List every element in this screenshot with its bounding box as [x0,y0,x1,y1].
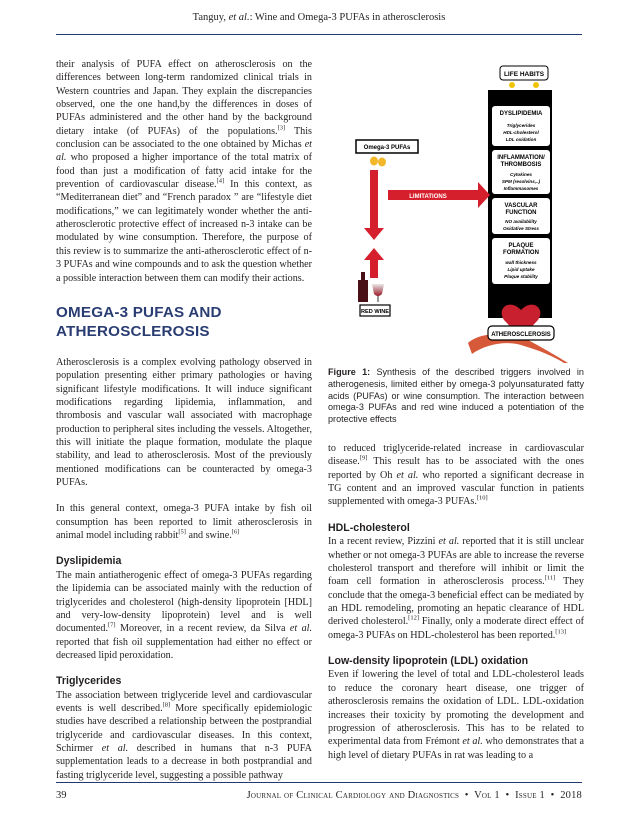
wine-arrow [370,258,378,278]
wine-glass-icon [372,284,384,296]
inflammation-item: SPM (resolvins,..) [501,179,541,184]
subheading-ldl: Low-density lipoprotein (LDL) oxidation [328,654,529,667]
inflammation-item: Cytokines [510,172,532,177]
caption-text: Synthesis of the described triggers involved in atherogenesis, limited either by omega-3 polyunsaturated fatty acids (PUFAs) or wine consumption. The interaction between omega-3 PUFAs and red wine induced a potentiation of the protective effects [328,367,584,425]
dyslipidemia-item: LDL oxidation [505,137,537,142]
citation: [12] [408,614,420,622]
wine-glass-stem [377,296,379,302]
citation: [5] [178,528,186,536]
citation: [4] [216,177,225,185]
journal-volume: Vol 1 [474,790,500,801]
citation: [6] [231,528,240,536]
running-head-authors: Tanguy, [192,12,229,23]
figure-caption [328,367,584,426]
section-heading: OMEGA-3 PUFAS AND ATHEROSCLEROSIS [56,303,222,340]
citation: [10] [476,495,488,502]
figure-diagram [328,58,584,363]
capsule-icon [378,158,386,167]
continuation-paragraph: to reduced triglyceride-related increase in cardiovascular disease.[9] This result has to be associated with the ones reported by Oh et al. who reported a significant decrease in TG content and an improved vascular function in patients supplemented with omega-3 PUFAs.[10] [328,443,585,508]
omega3-label: Omega-3 PUFAs [363,145,411,151]
omega3-arrow-head [364,228,384,240]
citation: [13] [555,628,567,636]
inflammation-item: Inflammasomes [503,186,539,191]
citation: [11] [544,574,556,582]
plaque-item: Lipid uptake [507,267,535,272]
dyslipidemia-title: DYSLIPIDEMIA [499,111,543,117]
triglycerides-paragraph: The association between triglyceride level and cardiovascular events is well described.[8] More specifically epidemiologic studies have described a relationship between the postprandial triglyceride and cardiovascular diseases. In this context, Schirmer et al. described in humans that n-3 PUFA supplementation leads to a decrease in both postprandial and fasting triglyceride level, suggesting a possible pathway [56,689,312,781]
right-column [328,442,584,762]
header-rule [56,34,582,35]
citation: [8] [162,701,171,709]
journal-name: Journal of Clinical Cardiology and Diagnostics [246,790,460,801]
omega3-arrow [370,170,378,230]
vascular-item: NO availability [505,219,537,224]
running-head-title: : Wine and Omega-3 PUFAs in atherosclerosis [249,12,446,23]
plaque-title: FORMATION [503,250,539,256]
food-icon [509,82,515,88]
dyslipidemia-item: Triglycerides [506,123,536,128]
inflammation-title: THROMBOSIS [500,162,542,168]
plaque-item: wall thickness [505,260,537,265]
food-icon [533,82,539,88]
plaque-item: Plaque stability [504,274,538,279]
citation: [3] [277,124,286,132]
footer-rule [56,782,582,783]
running-head-et-al: et al. [228,12,250,23]
intro-paragraph: their analysis of PUFA effect on atherosclerosis on the differences between long-term randomized clinical trials in Western countries and Japan. They explain the discrepancies observed, one the one hand,by the differences in doses of PUFAs administered and the other hand by the background dietary intake (of PUFAs) of the populations.[3] This conclusion can be associated to the one obtained by Michas et al. who proposed a higher importance of the total matrix of food than just a modification of fatty acid intake for the prevention of cardiovascular disease.[4] In this context, as “Mediterranean diet” and “French paradox ” are “lifestyle diet modifications,” we can legitimately wonder whether the anti-atherosclerotic protective effect of increased n-3 intake can be modulated by wine consumption. Therefore, the purpose of this review is to summarize the anti-atherosclerotic effect of n-3 PUFAs and wine compounds and to ask the question whether a possible interaction between them can modify their actions. [56,59,312,284]
vascular-item: Oxidative Stress [502,226,540,231]
journal-issue: Issue 1 [515,790,545,801]
capsule-icon [370,157,378,166]
red-wine-label: RED WINE [361,309,389,315]
subheading-dyslipidemia: Dyslipidemia [56,555,122,568]
ldl-paragraph: Even if lowering the level of total and LDL-cholesterol leads to reduce the coronary heart disease, one trigger of atherosclerosis remains the oxidation of LDL. LDL-oxidation increases their toxicity by promoting the development and progression of atherosclerosis. This has to be related to experimental data from Frémont et al. who demonstrates that a high level of dietary PUFAs in rat was leading to a [328,669,584,761]
subheading-hdl: HDL-cholesterol [328,521,410,534]
wine-bottle-neck [361,272,365,281]
caption-label: Figure 1: [328,367,371,377]
section-paragraph-2: In this general context, omega-3 PUFA intake by fish oil consumption has been reported to limit atherosclerosis in animal model including rabbit[5] and swine.[6] [56,503,312,541]
wine-bottle-icon [358,280,368,302]
life-habits-label: LIFE HABITS [503,71,545,78]
section-paragraph-1: Atherosclerosis is a complex evolving pathology observed in population presenting either primary pathologies or having significant lifestyle modifications. It will induce significant modifications regarding lipidemia, inflammation, and thrombosis and vascular wall associated with macrophage production to peripheral sites including the vessels. Altogether, this will initiate the plaque formation, modulate the plaque stability, and lead to atherosclerosis. Most of the previously mentioned modifications can be counteracted by omega-3 PUFAs. [56,356,312,488]
running-head [0,12,638,23]
limitations-label: LIMITATIONS [409,194,447,200]
atherosclerosis-label: ATHEROSCLEROSIS [491,332,551,338]
page-number: 39 [56,790,67,801]
hdl-paragraph: In a recent review, Pizzini et al. reported that it is still unclear whether or not omega-3 PUFAs are able to increase the reverse cholesterol transport and therefore will inhibit or limit the foam cell formation in atherosclerosis process.[11] They conclude that the omega-3 beneficial effect can be mediated by an HDL remodeling, promoting an hepatic clearance of HDL derived cholesterol.[12] Finally, only a moderate direct effect of omega-3 PUFAs on HDL-cholesterol has been reported.[13] [328,536,585,641]
plaque-title: PLAQUE [508,243,534,249]
dyslipidemia-item: HDL-cholesterol [503,130,539,135]
vascular-title: VASCULAR [504,203,538,209]
journal-year: 2018 [560,790,582,801]
dyslipidemia-paragraph: The main antiatherogenic effect of omega-3 PUFAs regarding the lipidemia can be associated mainly with the reduction of triglycerides and cholesterol (high-density lipoprotein [HDL] and very-low-density lipoprotein) level and is well documented.[7] Moreover, in a recent review, da Silva et al. reported that fish oil supplementation had either no effect or decreased lipid peroxidation. [56,569,313,661]
citation: [7] [108,621,116,629]
inflammation-title: INFLAMMATION/ [497,155,545,161]
citation: [9] [359,454,368,462]
subheading-triglycerides: Triglycerides [56,675,122,688]
figure-1 [328,58,584,363]
left-column [56,58,312,782]
vascular-title: FUNCTION [505,210,537,216]
journal-info: Journal of Clinical Cardiology and Diagnostics • Vol 1 • Issue 1 • 2018 [246,790,582,801]
wine-arrow-head [364,248,384,260]
